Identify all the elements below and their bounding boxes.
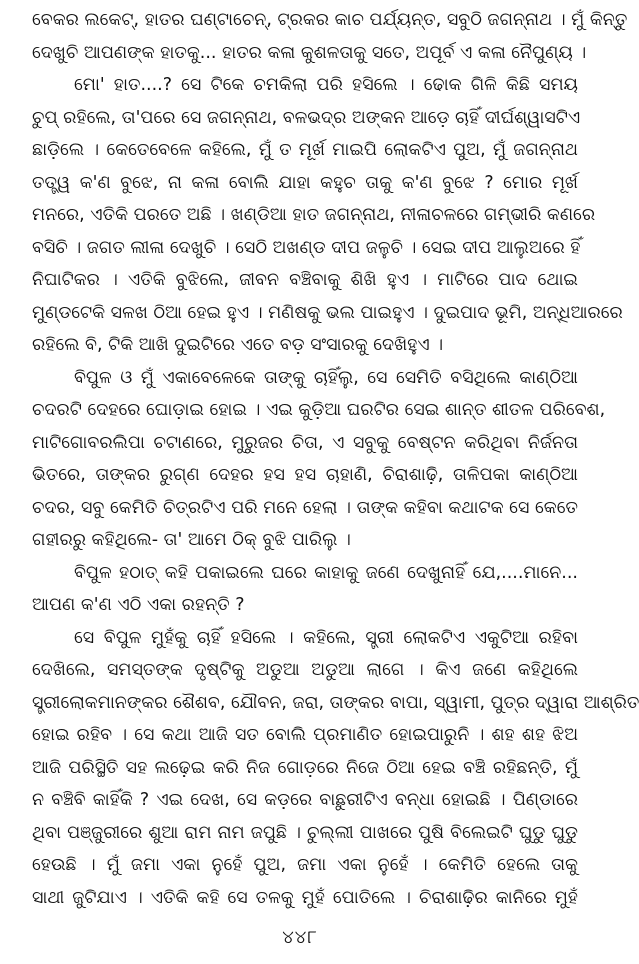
- text-line-26: ଥିବା ପଞ୍ଜୁରୀରେ ଶୁଆ ରାମ ନାମ ଜପୁଛି । ଚୁଲ୍ଲୀ ପାଖରେ ପୁଷି ବିଲେଇଟି ଘୁଡୁ ଘୁଡୁ: [32, 822, 578, 843]
- text-line-25: ନ ବଞ୍ଚିବି କାହିଁକି ? ଏଇ ଦେଖ, ସେ କଡ଼ରେ ବାଛୁରୀଟିଏ ବନ୍ଧା ହୋଇଛି । ପିଣ୍ଡାରେ: [32, 790, 578, 810]
- text-line-19: ଆପଣ କ'ଣ ଏଠି ଏକା ରହନ୍ତି ?: [32, 595, 245, 615]
- text-line-7: ମନରେ, ଏତିକି ପରତେ ଅଛି । ଖଣ୍ଡିଆ ହାତ ଜଗନ୍ନାଥ, ନୀଳାଚଳରେ ଗମ୍ଭୀରି କଣରେ: [32, 205, 596, 225]
- text-line-2: ଦେଖୁଚି ଆପଣଙ୍କ ହାତକୁ... ହାତର କଳା କୁଶଳତାକୁ ସତେ, ଅପୂର୍ବ ଏ କଳା ନୈପୁଣ୍ୟ ।: [32, 42, 587, 63]
- text-line-24: ଆଜି ପରିସ୍ଥିତି ସହ ଲଢ଼େଇ କରି ନିଜ ଗୋଡ଼ରେ ନିଜେ ଠିଆ ହେଇ ବଞ୍ଚି ରହିଛନ୍ତି, ମୁଁ: [32, 757, 578, 778]
- text-line-15: ଭିତରେ, ତାଙ୍କର ରୁଗ୍ଣ ଦେହର ହସ ହସ ଚାହାଣି, ଚିରାଶାଢ଼ି, ତାଳିପକା କାଣ୍ଠିଆ: [32, 465, 578, 485]
- text-line-12: ବିପୁଳ ଓ ମୁଁ ଏକାବେଳେକେ ତାଙ୍କୁ ଚାହିଁଲୁ, ସେ ସେମିତି ବସିଥିଲେ କାଣ୍ଠିଆ: [74, 367, 578, 388]
- text-line-11: ରହିଲେ ବି, ଟିକି ଆଖି ଦୁଇଟିରେ ଏତେ ବଡ଼ ସଂସାରକୁ ଦେଖିହୁଏ ।: [32, 335, 444, 355]
- text-line-13: ଚଦରଟି ଦେହରେ ଘୋଡ଼ାଇ ହୋଇ । ଏଇ କୁଡ଼ିଆ ଘରଟିର ସେଇ ଶାନ୍ତ ଶୀତଳ ପରିବେଶ,: [32, 400, 606, 420]
- text-line-18: ବିପୁଳ ହଠାତ୍ କହି ପକାଇଲେ ଘରେ କାହାକୁ ଜଣେ ଦେଖୁନାହିଁ ଯେ,....ମାନେ...: [74, 562, 578, 583]
- text-line-22: ସ୍ତ୍ରୀଲୋକମାନଙ୍କର ଶୈଶବ, ଯୌବନ, ଜରା, ତାଙ୍କର ବାପା, ସ୍ୱାମୀ, ପୁତ୍ର ଦ୍ୱାରା ଆଶ୍ରିତ: [32, 692, 639, 713]
- text-line-17: ଗହୀରରୁ କହିଥିଲେ- ତା' ଆମେ ଠିକ୍ ବୁଝି ପାରିଲୁ ।: [32, 530, 351, 550]
- page-number: ୪୪୮: [282, 927, 318, 948]
- text-line-1: ବେକର ଲକେଟ୍, ହାତର ଘଣ୍ଟାଚେନ୍, ଟ୍ରକର କାଚ ପର୍ଯ୍ୟନ୍ତ, ସବୁଠି ଜଗନ୍ନାଥ । ମୁଁ କିନ୍ତୁ: [32, 10, 628, 30]
- text-line-5: ଛାଡ଼ିଲେ । କେତେବେଳେ କହିଲେ, ମୁଁ ତ ମୂର୍ଖ ମାଇପି ଲୋକଟିଏ ପୁଅ, ମୁଁ ଜଗନ୍ନାଥ: [32, 140, 578, 160]
- text-line-8: ବସିଚି । ଜଗତ ଲୀଳା ଦେଖୁଚି । ସେଠି ଅଖଣ୍ଡ ଦୀପ ଜଳୁଚି । ସେଇ ଦୀପ ଆଲୁଅରେ ହିଁ: [32, 237, 581, 258]
- text-line-21: ଦେଖିଲେ, ସମସ୍ତଙ୍କ ଦୃଷ୍ଟିକୁ ଅଡୁଆ ଅଡୁଆ ଲାଗେ । କିଏ ଜଣେ କହିଥିଲେ: [32, 660, 578, 680]
- text-line-6: ତତ୍ତ୍ୱ କ'ଣ ବୁଝେ, ନା କଳା ବୋଲି ଯାହା କହୁଚ ତାକୁ କ'ଣ ବୁଝେ ? ମୋର ମୂର୍ଖ: [32, 172, 578, 193]
- text-line-27: ହେଉଛି । ମୁଁ ଜମା ଏକା ନୁହେଁ ପୁଅ, ଜମା ଏକା ନୁହେଁ । କେମିତି ହେଲେ ତାକୁ: [32, 855, 578, 875]
- text-line-14: ମାଟିଗୋବରଲିପା ଚଟାଣରେ, ମୁରୁଜର ଚିତା, ଏ ସବୁକୁ ବେଷ୍ଟନ କରିଥିବା ନିର୍ଜନତା: [32, 432, 578, 453]
- text-line-9: ନିଘାଟିକର । ଏତିକି ବୁଝିଲେ, ଜୀବନ ବଞ୍ଚିବାକୁ ଶିଖି ହୁଏ । ମାଟିରେ ପାଦ ଥୋଇ: [32, 270, 578, 290]
- text-line-20: ସେ ବିପୁଳ ମୁହଁକୁ ଚାହିଁ ହସିଲେ । କହିଲେ, ସ୍ତ୍ରୀ ଲୋକଟିଏ ଏକୁଟିଆ ରହିବା: [74, 627, 578, 648]
- text-line-16: ଚଦର, ସବୁ କେମିତି ଚିତ୍ରଟିଏ ପରି ମନେ ହେଲା । ତାଙ୍କ କହିବା କଥାଟକ ସେ କେତେ: [32, 497, 578, 518]
- text-line-23: ହୋଇ ରହିବ । ସେ କଥା ଆଜି ସତ ବୋଲି ପ୍ରମାଣିତ ହୋଇପାରୁନି । ଶହ ଶହ ଝିଅ: [32, 725, 578, 745]
- text-line-3: ମୋ' ହାତ....? ସେ ଟିକେ ଚମକିଲା ପରି ହସିଲେ । ଢୋକ ଗିଳି କିଛି ସମୟ: [74, 75, 578, 95]
- text-line-28: ସାଥୀ ଜୁଟିଯାଏ । ଏତିକି କହି ସେ ତଳକୁ ମୁହଁ ପୋତିଲେ । ଚିରାଶାଢ଼ିର କାନିରେ ମୁହଁ: [32, 887, 578, 908]
- text-line-10: ମୁଣ୍ଡଟେକି ସଳଖ ଠିଆ ହେଇ ହୁଏ । ମଣିଷକୁ ଭଲ ପାଇହୁଏ । ଦୁଇପାଦ ଭୂମି, ଅନ୍ଧିଆରରେ: [32, 302, 623, 323]
- text-line-4: ଚୁପ୍ ରହିଲେ, ତା'ପରେ ସେ ଜଗନ୍ନାଥ, ବଳଭଦ୍ର ଅଙ୍କନ ଆଡ଼େ ଚାହିଁ ଦୀର୍ଘଶ୍ୱାସଟିଏ: [32, 107, 581, 128]
